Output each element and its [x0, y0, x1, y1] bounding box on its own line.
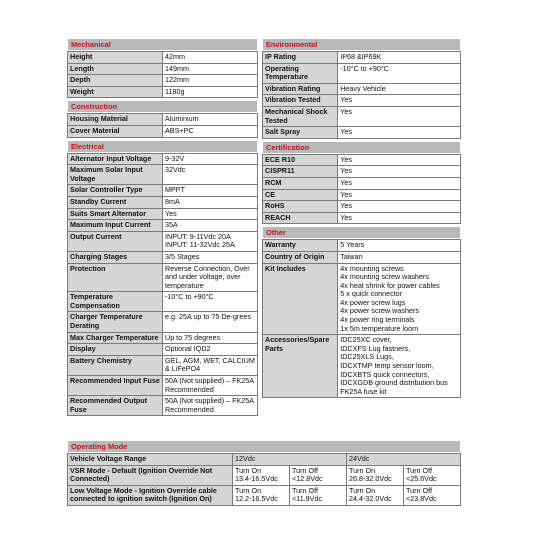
table-row [68, 454, 461, 466]
table-body [263, 52, 461, 139]
spec-label: CISPR11 [263, 166, 338, 178]
electrical-table [67, 153, 258, 417]
spec-value: IDC25XC cover, IDCXFS Lug fastners, IDC25XLS Lugs, IDCXTMP temp sensor loom, IDCXBTS quick connectors, IDCXGDB ground distribution bus FK25A fuse kit [338, 335, 461, 398]
section-title: Certification [262, 141, 461, 154]
spec-value: Taiwan [338, 251, 461, 263]
table-row [68, 263, 258, 292]
table-row [68, 231, 258, 251]
spec-value: 9-32V [163, 153, 258, 165]
spec-label: Output Current [68, 231, 163, 251]
spec-label: Salt Spray [263, 127, 338, 139]
turn-off-12v: Turn Off <11.9Vdc [290, 485, 347, 505]
spec-label: Charging Stages [68, 251, 163, 263]
table-row [263, 212, 461, 224]
spec-label: Max Charger Temperature [68, 332, 163, 344]
table-row [263, 83, 461, 95]
table-row [68, 125, 258, 137]
spec-value: MPPT [163, 185, 258, 197]
spec-value: Up to 75 degrees [163, 332, 258, 344]
spec-label: Vibration Tested [263, 95, 338, 107]
spec-label: Battery Chemistry [68, 355, 163, 375]
table-body [68, 153, 258, 416]
spec-value: Yes [338, 166, 461, 178]
spec-value: 35A [163, 220, 258, 232]
operating-mode-table [67, 453, 461, 506]
table-row [263, 251, 461, 263]
spec-value: 1180g [163, 86, 258, 98]
table-body [263, 240, 461, 398]
certification-table [262, 154, 461, 225]
table-row [263, 201, 461, 213]
left-column [67, 38, 258, 416]
spec-label: CE [263, 189, 338, 201]
operating-mode-section [67, 440, 461, 506]
turn-off-12v: Turn Off <12.8Vdc [290, 465, 347, 485]
table-row [68, 75, 258, 87]
table-row [263, 240, 461, 252]
spec-label: Recommended Input Fuse [68, 376, 163, 396]
section-title: Mechanical [67, 38, 258, 51]
spec-label: Charger Temperature Derating [68, 312, 163, 332]
spec-value: e.g. 25A up to 75 De-grees [163, 312, 258, 332]
table-row [68, 52, 258, 64]
spec-label: Warranty [263, 240, 338, 252]
spec-value: Yes [338, 201, 461, 213]
spec-label: Mechanical Shock Tested [263, 106, 338, 126]
spec-value: 32Vdc [163, 165, 258, 185]
spec-label: Depth [68, 75, 163, 87]
spec-label: RoHS [263, 201, 338, 213]
spec-label: Solar Controller Type [68, 185, 163, 197]
table-row [68, 312, 258, 332]
section-title: Other [262, 226, 461, 239]
spec-value: 50A (Not supplied) – FK25A Recommended [163, 396, 258, 416]
spec-value: -10°C to +90°C [163, 292, 258, 312]
spec-value: 149mm [163, 63, 258, 75]
mechanical-section [67, 38, 258, 98]
environmental-section [262, 38, 461, 139]
section-title: Operating Mode [67, 440, 461, 453]
table-row [68, 196, 258, 208]
turn-off-24v: Turn Off <25.6Vdc [404, 465, 461, 485]
spec-value: Optional IQD2 [163, 344, 258, 356]
spec-value: Yes [338, 95, 461, 107]
spec-label: Cover Material [68, 125, 163, 137]
table-body [68, 52, 258, 98]
table-row [263, 52, 461, 64]
table-row [263, 154, 461, 166]
mode-label: Low Voltage Mode - Ignition Override cable connected to ignition switch (Ignition On) [68, 485, 233, 505]
certification-section [262, 141, 461, 225]
table-row [263, 189, 461, 201]
voltage-24v-header: 24Vdc [347, 454, 461, 466]
spec-value: -10°C to +90°C [338, 63, 461, 83]
table-row [68, 153, 258, 165]
spec-value: Yes [338, 106, 461, 126]
turn-on-24v: Turn On 26.8-32.0Vdc [347, 465, 404, 485]
spec-label: Suits Smart Alternator [68, 208, 163, 220]
spec-label: Operating Temperature [263, 63, 338, 83]
spec-value: Aluminium [163, 114, 258, 126]
table-row [68, 220, 258, 232]
spec-value: Yes [338, 212, 461, 224]
voltage-12v-header: 12Vdc [233, 454, 347, 466]
table-row [263, 106, 461, 126]
spec-label: Maximum Solar Input Voltage [68, 165, 163, 185]
table-row [68, 251, 258, 263]
table-row [68, 165, 258, 185]
table-row [68, 344, 258, 356]
spec-value: 50A (Not supplied) – FK25A Recommended [163, 376, 258, 396]
spec-value: Yes [338, 127, 461, 139]
spec-label: Kit Includes [263, 263, 338, 335]
spec-label: ECE R10 [263, 154, 338, 166]
other-table [262, 239, 461, 398]
spec-value: Reverse Connection, Over and under voltage, over temperature [163, 263, 258, 292]
section-title: Environmental [262, 38, 461, 51]
table-row [68, 396, 258, 416]
spec-label: REACH [263, 212, 338, 224]
spec-value: ABS+PC [163, 125, 258, 137]
construction-section [67, 100, 258, 137]
table-row [68, 208, 258, 220]
environmental-table [262, 51, 461, 139]
table-row [68, 465, 461, 485]
table-body [263, 154, 461, 224]
spec-value: 122mm [163, 75, 258, 87]
spec-label: Accessories/Spare Parts [263, 335, 338, 398]
table-row [263, 335, 461, 398]
construction-table [67, 113, 258, 137]
spec-label: Height [68, 52, 163, 64]
turn-on-12v: Turn On 12.2-16.5Vdc [233, 485, 290, 505]
spec-value: Yes [163, 208, 258, 220]
section-title: Construction [67, 100, 258, 113]
table-body [68, 114, 258, 137]
spec-label: Weight [68, 86, 163, 98]
spec-label: Alternator Input Voltage [68, 153, 163, 165]
table-row [263, 95, 461, 107]
turn-off-24v: Turn Off <23.8Vdc [404, 485, 461, 505]
table-row [68, 376, 258, 396]
spec-value: 4x mounting screws 4x mounting screw washers 4x heat shrink for power cables 5 x quick connector 4x power screw lugs 4x power screw washers 4x power ring terminals 1x 5m temperature loom [338, 263, 461, 335]
electrical-section [67, 140, 258, 417]
other-section [262, 226, 461, 398]
spec-value: INPUT: 9-11Vdc 20A INPUT: 11-32Vdc 25A [163, 231, 258, 251]
mode-label: VSR Mode - Default (Ignition Override Not Connected) [68, 465, 233, 485]
table-row [263, 127, 461, 139]
spec-label: Maximum Input Current [68, 220, 163, 232]
spec-label: Housing Material [68, 114, 163, 126]
table-row [263, 166, 461, 178]
table-row [68, 355, 258, 375]
table-row [68, 292, 258, 312]
spec-label: Standby Current [68, 196, 163, 208]
table-row [68, 185, 258, 197]
spec-label: Country of Origin [263, 251, 338, 263]
spec-value: IP68 &IP69K [338, 52, 461, 64]
table-row [263, 177, 461, 189]
table-row [68, 332, 258, 344]
table-row [263, 263, 461, 335]
spec-value: 8mA [163, 196, 258, 208]
spec-value: GEL, AGM, WET, CALCIUM & LiFePO4 [163, 355, 258, 375]
mechanical-table [67, 51, 258, 98]
vehicle-voltage-range-label: Vehicle Voltage Range [68, 454, 233, 466]
spec-label: Protection [68, 263, 163, 292]
spec-label: Vibration Rating [263, 83, 338, 95]
spec-label: Display [68, 344, 163, 356]
spec-value: 5 Years [338, 240, 461, 252]
right-column [262, 38, 461, 398]
spec-value: 3/5 Stages [163, 251, 258, 263]
spec-value: 42mm [163, 52, 258, 64]
table-row [263, 63, 461, 83]
turn-on-24v: Turn On 24.4-32.0Vdc [347, 485, 404, 505]
spec-label: Length [68, 63, 163, 75]
table-row [68, 63, 258, 75]
section-title: Electrical [67, 140, 258, 153]
table-row [68, 114, 258, 126]
spec-value: Yes [338, 177, 461, 189]
spec-label: RCM [263, 177, 338, 189]
turn-on-12v: Turn On 13.4-16.5Vdc [233, 465, 290, 485]
spec-value: Heavy Vehicle [338, 83, 461, 95]
spec-value: Yes [338, 154, 461, 166]
table-row [68, 485, 461, 505]
spec-label: Temperature Compensation [68, 292, 163, 312]
table-row [68, 86, 258, 98]
spec-label: Recommended Output Fuse [68, 396, 163, 416]
spec-label: IP Rating [263, 52, 338, 64]
spec-value: Yes [338, 189, 461, 201]
